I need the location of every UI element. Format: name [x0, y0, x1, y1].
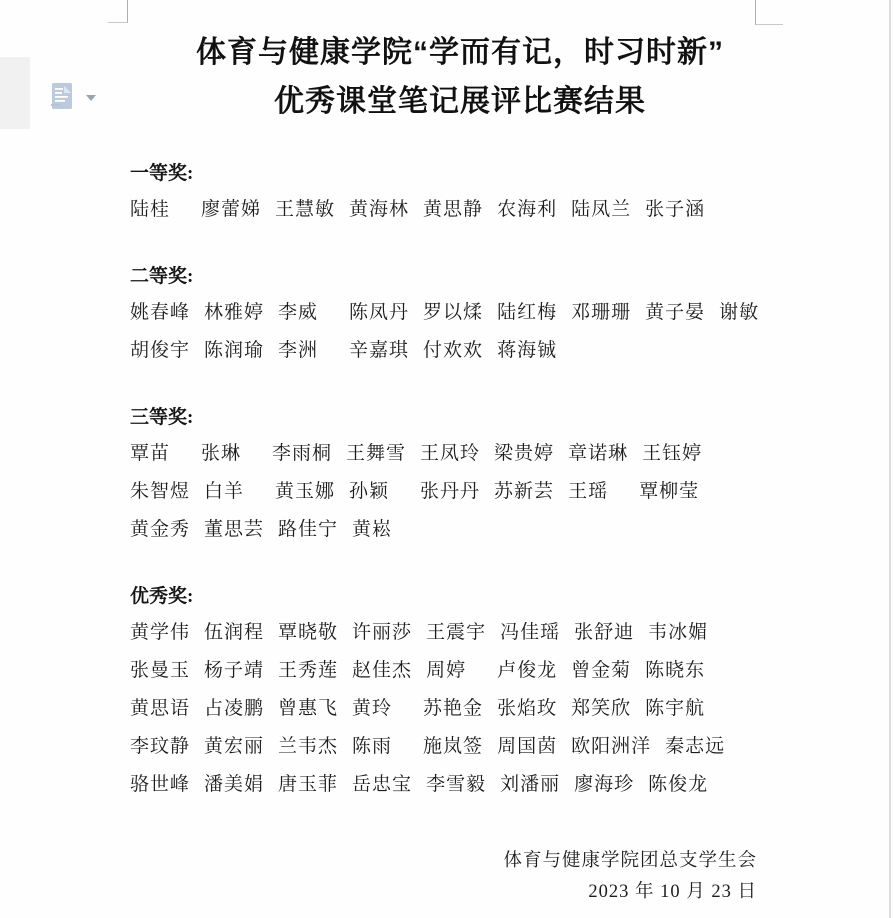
award-name: 罗以煣	[423, 302, 484, 323]
award-name: 李雪毅	[426, 774, 487, 795]
award-name: 覃柳莹	[639, 481, 700, 502]
name-row	[130, 690, 790, 728]
award-name: 刘潘丽	[500, 774, 561, 795]
award-name: 梁贵婷	[494, 443, 555, 464]
award-name: 陈宇航	[645, 698, 706, 719]
award-name: 黄学伟	[130, 622, 191, 643]
award-name: 路佳宁	[278, 519, 339, 540]
award-name: 苏艳金	[423, 698, 484, 719]
footer-date: 2023 年 10 月 23 日	[588, 882, 757, 902]
award-name: 黄宏丽	[204, 736, 265, 757]
award-name: 覃晓敬	[278, 622, 339, 643]
award-name: 伍润程	[204, 622, 265, 643]
award-name: 秦志远	[665, 736, 726, 757]
award-name: 李洲	[278, 340, 319, 361]
award-name: 陈润瑜	[204, 340, 265, 361]
name-row	[130, 332, 790, 370]
award-name: 陈俊龙	[648, 774, 709, 795]
award-name: 欧阳洲洋	[571, 736, 652, 757]
award-name: 陈雨	[352, 736, 393, 757]
award-name: 李玟静	[130, 736, 191, 757]
name-row	[130, 435, 790, 473]
name-row	[130, 728, 790, 766]
award-section	[130, 408, 790, 549]
award-name: 黄金秀	[130, 519, 191, 540]
award-name: 张焰玫	[497, 698, 558, 719]
name-row	[130, 614, 790, 652]
award-name: 王瑶	[568, 481, 609, 502]
award-name: 周婷	[426, 660, 467, 681]
title-line-1: 体育与健康学院“学而有记，时习时新”	[196, 36, 724, 69]
award-name: 唐玉菲	[278, 774, 339, 795]
award-name: 李威	[278, 302, 319, 323]
footer-organization: 体育与健康学院团总支学生会	[503, 851, 757, 871]
award-name: 王舞雪	[346, 443, 407, 464]
award-name: 章诺琳	[568, 443, 629, 464]
award-name: 孙颖	[349, 481, 390, 502]
award-name: 陆凤兰	[571, 199, 632, 220]
award-name: 李雨桐	[272, 443, 333, 464]
award-name: 王震宇	[426, 622, 487, 643]
award-name: 张曼玉	[130, 660, 191, 681]
award-name: 胡俊宇	[130, 340, 191, 361]
award-name: 卢俊龙	[497, 660, 558, 681]
award-name: 谢敏	[719, 302, 760, 323]
award-name: 苏新芸	[494, 481, 555, 502]
award-name: 黄崧	[352, 519, 393, 540]
award-name: 张丹丹	[420, 481, 481, 502]
award-name: 王慧敏	[275, 199, 336, 220]
award-name: 张琳	[201, 443, 242, 464]
award-name: 黄玉娜	[275, 481, 336, 502]
award-name: 黄思静	[423, 199, 484, 220]
award-name: 陆桂	[130, 199, 171, 220]
name-row	[130, 511, 790, 549]
award-name: 韦冰媚	[648, 622, 709, 643]
award-name: 郑笑欣	[571, 698, 632, 719]
award-name: 黄海林	[349, 199, 410, 220]
award-section	[130, 267, 790, 370]
document-footer	[130, 846, 790, 908]
award-name: 黄思语	[130, 698, 191, 719]
award-name: 张舒迪	[574, 622, 635, 643]
name-row	[130, 652, 790, 690]
award-name: 张子涵	[645, 199, 706, 220]
name-row	[130, 473, 790, 511]
document-title	[130, 28, 790, 126]
award-name: 曾金菊	[571, 660, 632, 681]
award-name: 杨子靖	[204, 660, 265, 681]
award-name: 付欢欢	[423, 340, 484, 361]
award-name: 姚春峰	[130, 302, 191, 323]
award-name: 覃苗	[130, 443, 171, 464]
award-name: 王秀莲	[278, 660, 339, 681]
award-name: 许丽莎	[352, 622, 413, 643]
award-name: 农海利	[497, 199, 558, 220]
award-name: 朱智煜	[130, 481, 191, 502]
award-name: 曾惠飞	[278, 698, 339, 719]
award-name: 施岚签	[423, 736, 484, 757]
award-name: 岳忠宝	[352, 774, 413, 795]
award-name: 林雅婷	[204, 302, 265, 323]
award-name: 陈晓东	[645, 660, 706, 681]
award-name: 王凤玲	[420, 443, 481, 464]
award-name: 兰韦杰	[278, 736, 339, 757]
award-name: 廖海珍	[574, 774, 635, 795]
award-section	[130, 587, 790, 804]
award-name: 王钰婷	[642, 443, 703, 464]
award-name: 赵佳杰	[352, 660, 413, 681]
award-name: 白羊	[204, 481, 245, 502]
award-name: 陈凤丹	[349, 302, 410, 323]
section-heading: 二等奖:	[130, 266, 194, 287]
award-name: 骆世峰	[130, 774, 191, 795]
award-name: 黄玲	[352, 698, 393, 719]
award-name: 邓珊珊	[571, 302, 632, 323]
award-sections	[130, 164, 790, 804]
award-name: 冯佳瑶	[500, 622, 561, 643]
section-heading: 优秀奖:	[130, 586, 194, 607]
section-heading: 三等奖:	[130, 407, 194, 428]
name-row	[130, 294, 790, 332]
award-name: 占凌鹏	[204, 698, 265, 719]
award-name: 周国茵	[497, 736, 558, 757]
name-row	[130, 191, 790, 229]
award-name: 廖蕾娣	[201, 199, 262, 220]
award-name: 黄子晏	[645, 302, 706, 323]
section-heading: 一等奖:	[130, 163, 194, 184]
award-name: 辛嘉琪	[349, 340, 410, 361]
award-name: 董思芸	[204, 519, 265, 540]
award-name: 陆红梅	[497, 302, 558, 323]
award-name: 潘美娟	[204, 774, 265, 795]
award-name: 蒋海铖	[497, 340, 558, 361]
name-row	[130, 766, 790, 804]
award-section	[130, 164, 790, 229]
title-line-2: 优秀课堂笔记展评比赛结果	[274, 85, 646, 118]
